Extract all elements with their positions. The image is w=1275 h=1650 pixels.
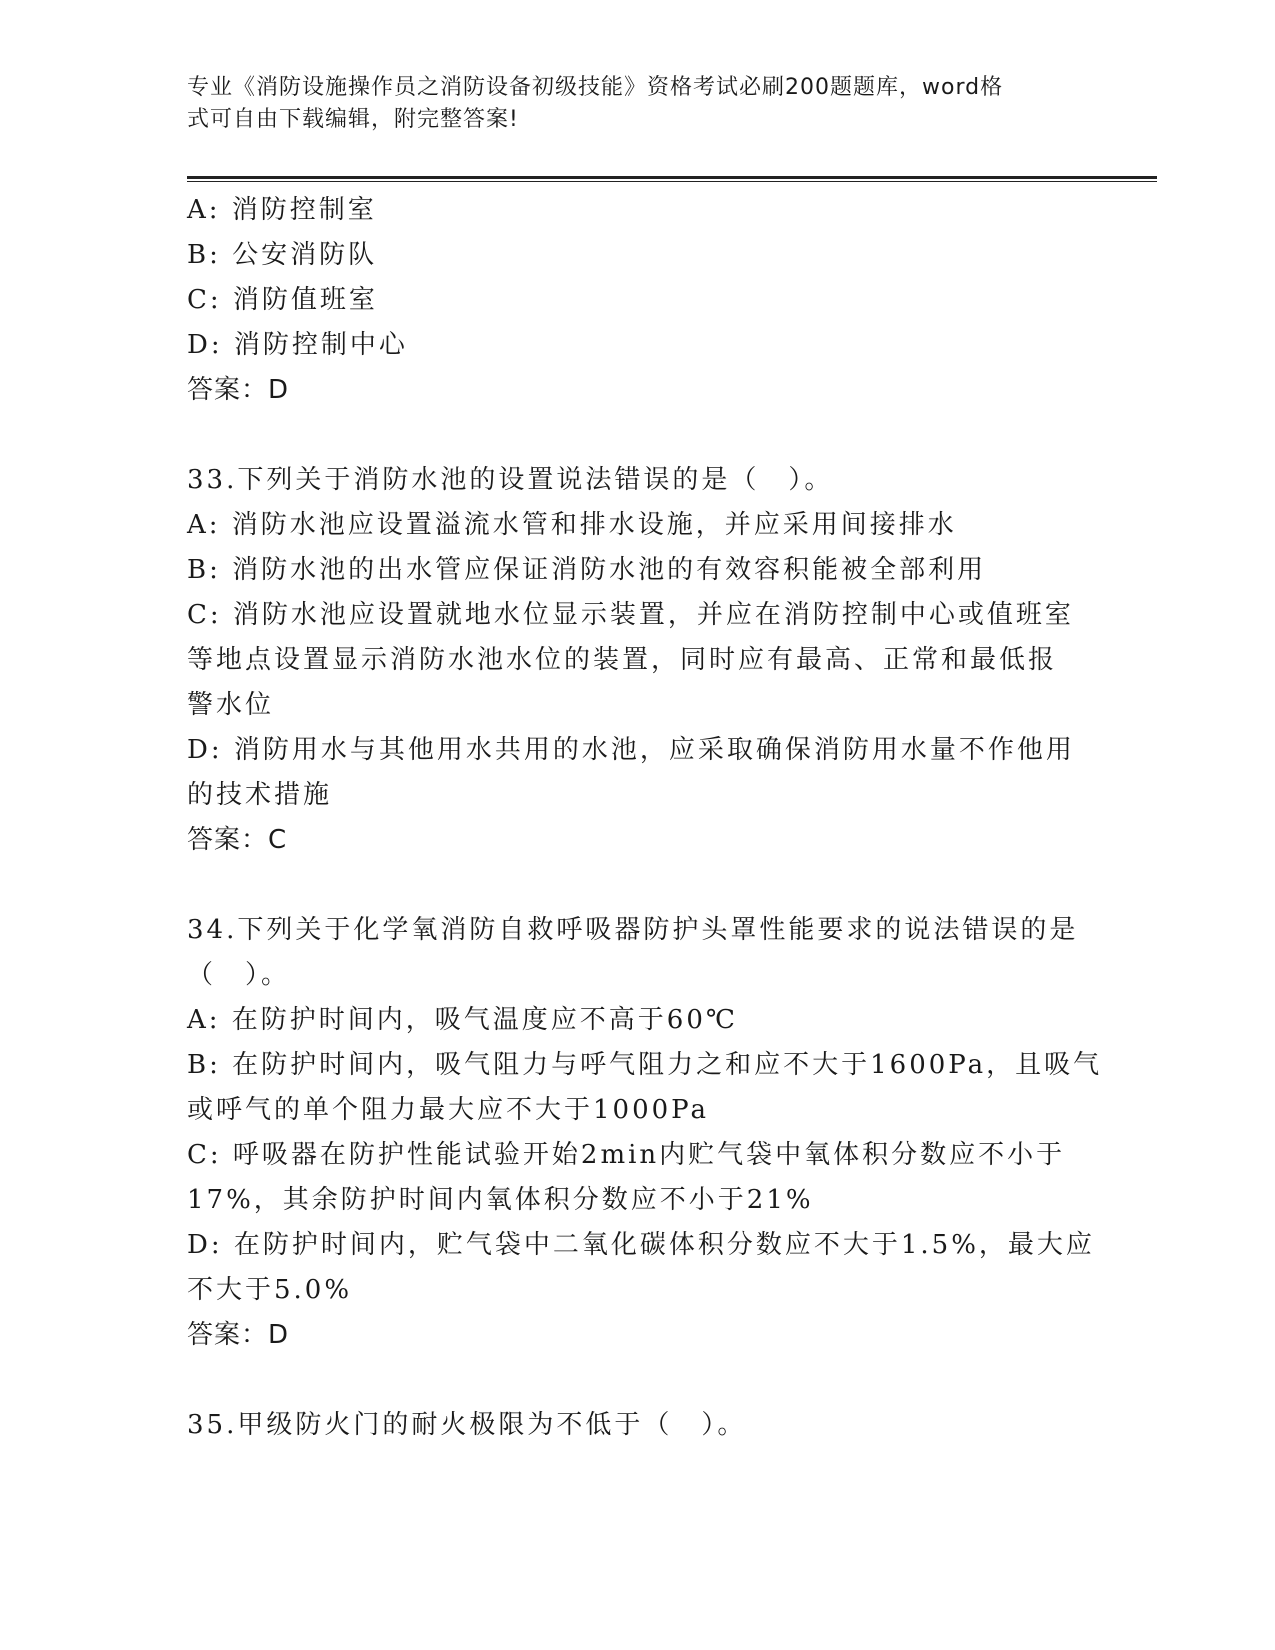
question-list [187, 188, 1103, 1448]
option-b-line: B: 在防护时间内，吸气阻力与呼气阻力之和应不大于1600Pa，且吸气 [187, 1050, 1103, 1080]
question-line: 34.下列关于化学氧消防自救呼吸器防护头罩性能要求的说法错误的是 [187, 915, 1079, 945]
answer: 答案：D [187, 375, 290, 405]
spacer [187, 863, 1087, 908]
option-b-line: 或呼气的单个阻力最大应不大于1000Pa [187, 1095, 709, 1125]
option-c-line: C: 呼吸器在防护性能试验开始2min内贮气袋中氧体积分数应不小于 [187, 1140, 1066, 1170]
option-c-line: 警水位 [187, 690, 275, 720]
option-c-line: 等地点设置显示消防水池水位的装置，同时应有最高、正常和最低报 [187, 645, 1058, 675]
option-d [187, 1223, 1095, 1313]
option-c [187, 1133, 1087, 1223]
document-header [187, 72, 1087, 136]
answer: 答案：C [187, 825, 288, 855]
header-line-2: 式可自由下载编辑，附完整答案! [187, 107, 519, 132]
question-33 [187, 458, 1087, 863]
option-a: A: 消防水池应设置溢流水管和排水设施，并应采用间接排水 [187, 510, 957, 540]
spacer [187, 413, 1087, 458]
option-a: A: 在防护时间内，吸气温度应不高于60℃ [187, 1005, 738, 1035]
option-c: C: 消防值班室 [187, 285, 378, 315]
option-d-line: D: 消防用水与其他用水共用的水池，应采取确保消防用水量不作他用 [187, 735, 1075, 765]
option-d-line: 的技术措施 [187, 780, 333, 810]
option-d [187, 728, 1087, 818]
option-c-line: C: 消防水池应设置就地水位显示装置，并应在消防控制中心或值班室 [187, 600, 1074, 630]
question-text [187, 908, 1087, 998]
question-34 [187, 908, 1103, 1358]
question-text: 33.下列关于消防水池的设置说法错误的是（ ）。 [187, 465, 834, 495]
option-c-line: 17%，其余防护时间内氧体积分数应不小于21% [187, 1185, 814, 1215]
option-d-line: D: 在防护时间内，贮气袋中二氧化碳体积分数应不大于1.5%，最大应 [187, 1230, 1095, 1260]
option-c [187, 593, 1087, 728]
question-line: （ ）。 [187, 960, 291, 990]
option-b: B: 公安消防队 [187, 240, 378, 270]
question-35 [187, 1403, 1087, 1448]
option-a: A: 消防控制室 [187, 195, 377, 225]
header-divider [187, 176, 1157, 182]
option-b [187, 1043, 1103, 1133]
option-d-line: 不大于5.0% [187, 1275, 353, 1305]
answer: 答案：D [187, 1320, 290, 1350]
spacer [187, 1358, 1087, 1403]
option-d: D: 消防控制中心 [187, 330, 408, 360]
question-32 [187, 188, 1087, 413]
option-b: B: 消防水池的出水管应保证消防水池的有效容积能被全部利用 [187, 555, 987, 585]
header-line-1: 专业《消防设施操作员之消防设备初级技能》资格考试必刷200题题库，word格 [187, 75, 1004, 100]
question-text: 35.甲级防火门的耐火极限为不低于（ ）。 [187, 1410, 747, 1440]
